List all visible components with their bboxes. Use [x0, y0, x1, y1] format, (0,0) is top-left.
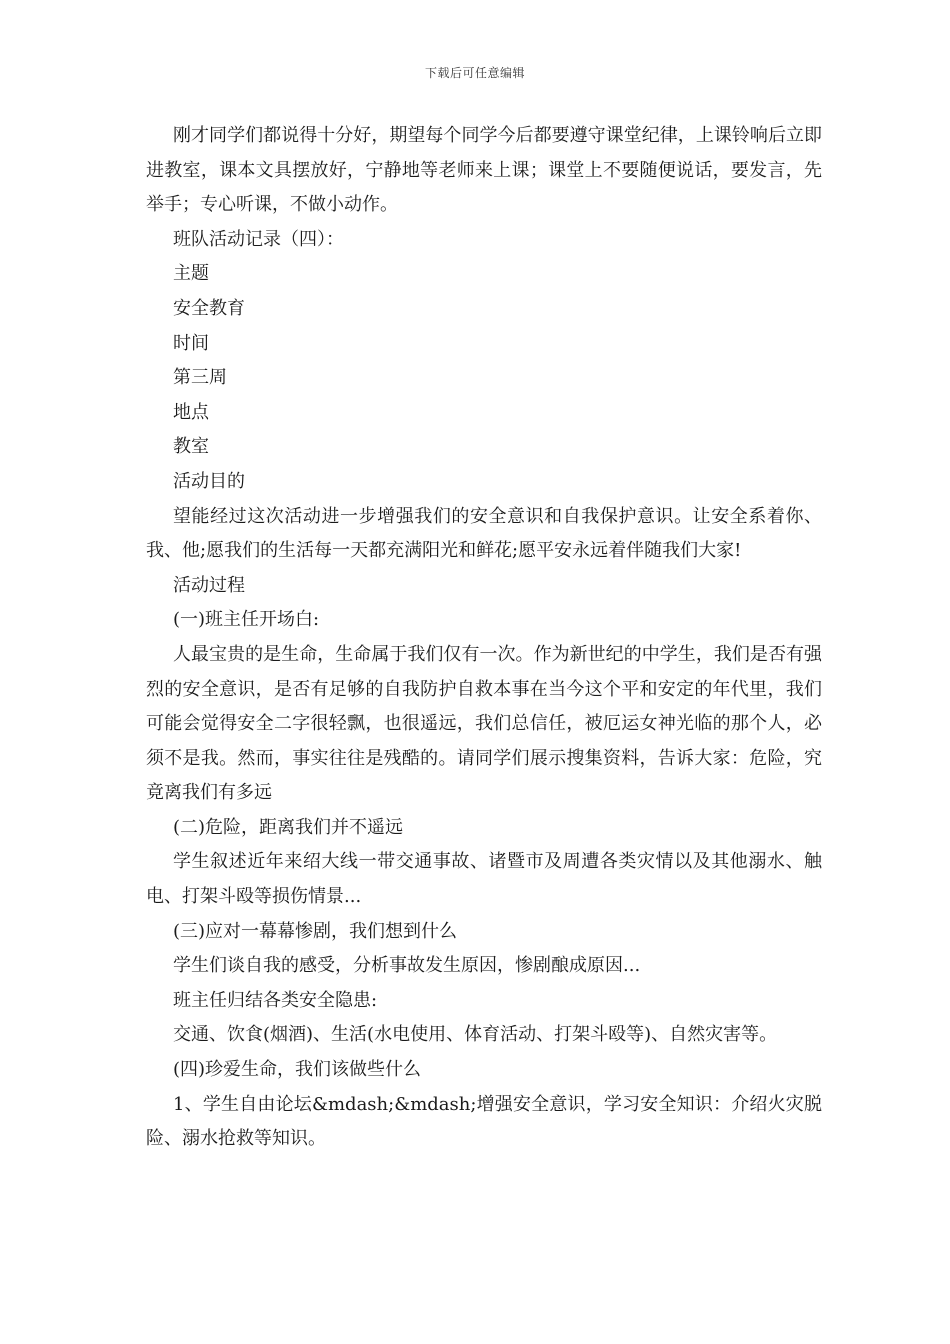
step-3-body: 学生们谈自我的感受，分析事故发生原因，惨剧酿成原因... [173, 955, 641, 977]
label-process: 活动过程 [173, 574, 245, 596]
step-1-heading: (一)班主任开场白: [173, 609, 320, 631]
value-location: 教室 [173, 436, 209, 458]
step-4-heading: (四)珍爱生命，我们该做些什么 [173, 1059, 422, 1081]
document-body [146, 119, 822, 1157]
value-purpose: 望能经过这次活动进一步增强我们的安全意识和自我保护意识。让安全系着你、我、他;愿我们的生活每一天都充满阳光和鲜花;愿平安永远着伴随我们大家! [146, 505, 822, 562]
hazards-heading: 班主任归结各类安全隐患: [173, 989, 378, 1011]
label-location: 地点 [173, 401, 209, 423]
section-heading-record-4: 班队活动记录（四）： [173, 228, 344, 250]
value-theme: 安全教育 [173, 297, 245, 319]
hazards-list: 交通、饮食(烟酒)、生活(水电使用、体育活动、打架斗殴等)、自然灾害等。 [173, 1024, 778, 1046]
label-purpose: 活动目的 [173, 470, 245, 492]
label-theme: 主题 [173, 263, 209, 285]
step-3-heading: (三)应对一幕幕惨剧，我们想到什么 [173, 920, 458, 942]
paragraph-1: 刚才同学们都说得十分好，期望每个同学今后都要遵守课堂纪律，上课铃响后立即进教室，课本文具摆放好，宁静地等老师来上课；课堂上不要随便说话，要发言，先举手；专心听课，不做小动作。 [146, 125, 822, 216]
value-time: 第三周 [173, 367, 227, 389]
label-time: 时间 [173, 332, 209, 354]
step-4-item-1: 1、学生自由论坛&mdash;&mdash;增强安全意识，学习安全知识：介绍火灾脱险、溺水抢救等知识。 [146, 1093, 822, 1150]
step-2-body: 学生叙述近年来绍大线一带交通事故、诸暨市及周遭各类灾情以及其他溺水、触电、打架斗殴等损伤情景... [146, 851, 822, 908]
step-2-heading: (二)危险，距离我们并不遥远 [173, 816, 404, 838]
step-1-body: 人最宝贵的是生命，生命属于我们仅有一次。作为新世纪的中学生，我们是否有强烈的安全意识，是否有足够的自我防护自救本事在当今这个平和安定的年代里，我们可能会觉得安全二字很轻飘，也很遥远，我们总信任，被厄运女神光临的那个人，必须不是我。然而，事实往往是残酷的。请同学们展示搜集资料，告诉大家：危险，究竟离我们有多远 [146, 643, 822, 804]
page-header: 下载后可任意编辑 [424, 66, 525, 80]
